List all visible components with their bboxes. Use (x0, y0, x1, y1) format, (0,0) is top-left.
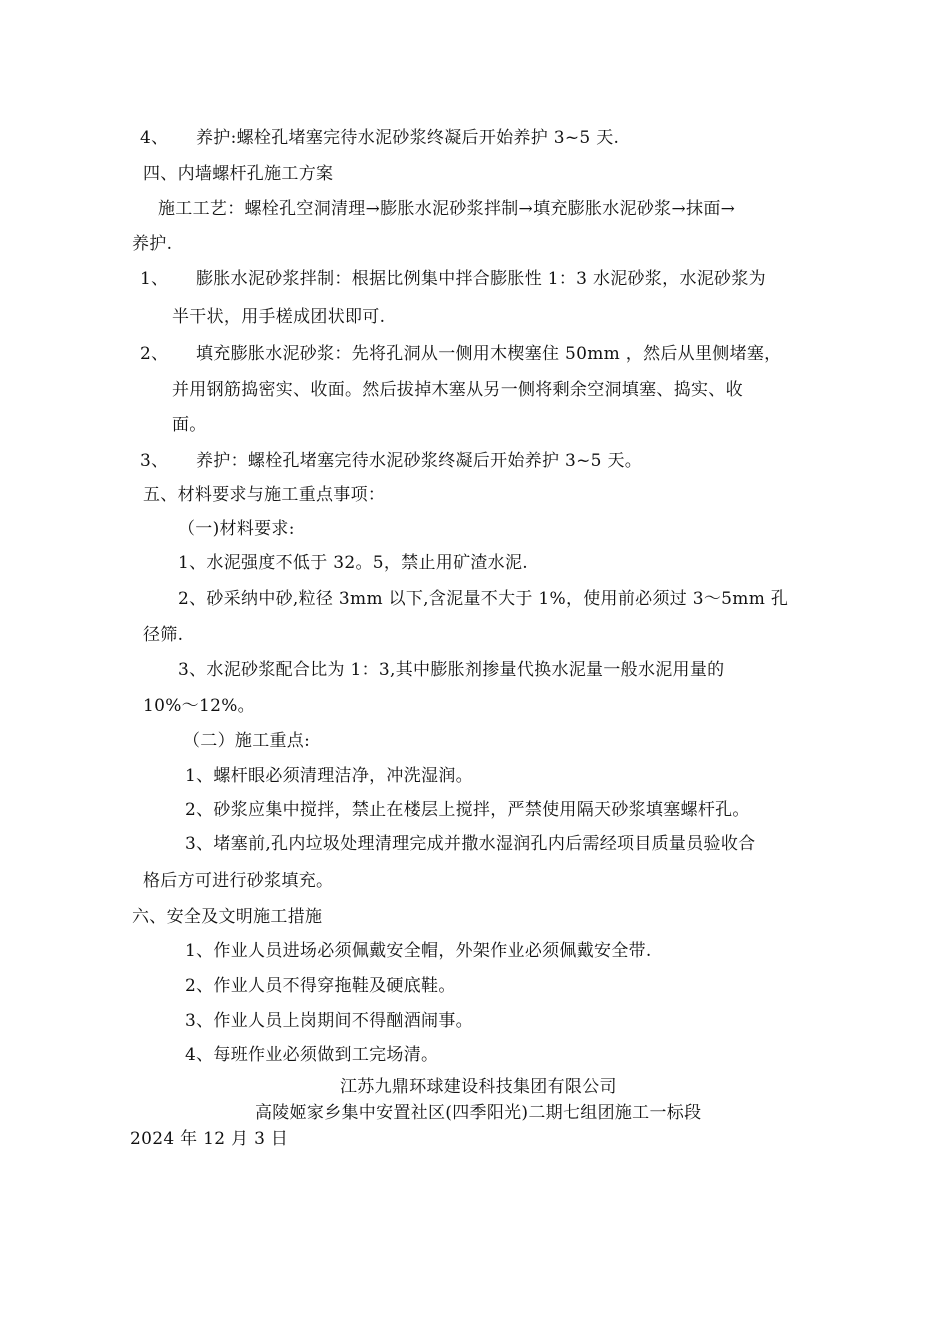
project-name: 高陵姬家乡集中安置社区(四季阳光)二期七组团施工一标段 (255, 1103, 702, 1123)
list-number: 3、 (140, 451, 169, 471)
list-item: 2、作业人员不得穿拖鞋及硬底鞋。 (185, 976, 456, 996)
list-item: 3、堵塞前,孔内垃圾处理清理完成并撒水湿润孔内后需经项目质量员验收合 (185, 834, 756, 854)
list-number: 2、 (140, 344, 169, 364)
paragraph-text: 养护:螺栓孔堵塞完待水泥砂浆终凝后开始养护 3~5 天. (196, 128, 620, 148)
list-item: 3、作业人员上岗期间不得酗酒闹事。 (185, 1011, 473, 1031)
paragraph-text: 10%～12%。 (143, 696, 255, 716)
list-item (140, 344, 781, 364)
paragraph-text: 径筛. (143, 625, 184, 645)
company-name: 江苏九鼎环球建设科技集团有限公司 (340, 1077, 617, 1097)
section-heading: 六、安全及文明施工措施 (132, 907, 323, 927)
paragraph-text: 半干状，用手槎成团状即可. (172, 307, 386, 327)
list-number: 1、 (140, 269, 169, 289)
paragraph-text: 格后方可进行砂浆填充。 (143, 871, 334, 891)
subsection-heading: （一)材料要求: (178, 519, 295, 539)
list-item: 2、砂浆应集中搅拌，禁止在楼层上搅拌，严禁使用隔天砂浆填塞螺杆孔。 (185, 800, 750, 820)
paragraph-text: 填充膨胀水泥砂浆：先将孔洞从一侧用木楔塞住 50mm ，然后从里侧堵塞， (196, 344, 782, 364)
document-date: 2024 年 12 月 3 日 (130, 1129, 289, 1149)
section-heading: 四、内墙螺杆孔施工方案 (143, 164, 334, 184)
paragraph-text: 并用钢筋捣密实、收面。然后拔掉木塞从另一侧将剩余空洞填塞、捣实、收 (172, 380, 743, 400)
section-heading: 五、材料要求与施工重点事项： (143, 485, 386, 505)
list-item (140, 269, 766, 289)
list-number: 4、 (140, 128, 169, 148)
list-item: 2、砂采纳中砂,粒径 3mm 以下,含泥量不大于 1%，使用前必须过 3～5mm 孔 (178, 589, 789, 609)
paragraph-text: 面。 (172, 415, 207, 435)
list-item: 1、作业人员进场必须佩戴安全帽，外架作业必须佩戴安全带. (185, 941, 652, 961)
paragraph-text: 膨胀水泥砂浆拌制：根据比例集中拌合膨胀性 1：3 水泥砂浆，水泥砂浆为 (196, 269, 766, 289)
list-item (140, 451, 642, 471)
paragraph-text: 养护：螺栓孔堵塞完待水泥砂浆终凝后开始养护 3~5 天。 (196, 451, 643, 471)
list-item: 1、螺杆眼必须清理洁净，冲洗湿润。 (185, 766, 473, 786)
list-item: 3、水泥砂浆配合比为 1：3,其中膨胀剂掺量代换水泥量一般水泥用量的 (178, 660, 725, 680)
paragraph-text: 养护. (132, 234, 173, 254)
paragraph-text: 施工工艺：螺栓孔空洞清理→膨胀水泥砂浆拌制→填充膨胀水泥砂浆→抹面→ (158, 199, 736, 219)
step4-line (140, 128, 619, 148)
subsection-heading: （二）施工重点: (183, 731, 311, 751)
list-item: 1、水泥强度不低于 32。5，禁止用矿渣水泥. (178, 553, 528, 573)
list-item: 4、每班作业必须做到工完场清。 (185, 1045, 439, 1065)
